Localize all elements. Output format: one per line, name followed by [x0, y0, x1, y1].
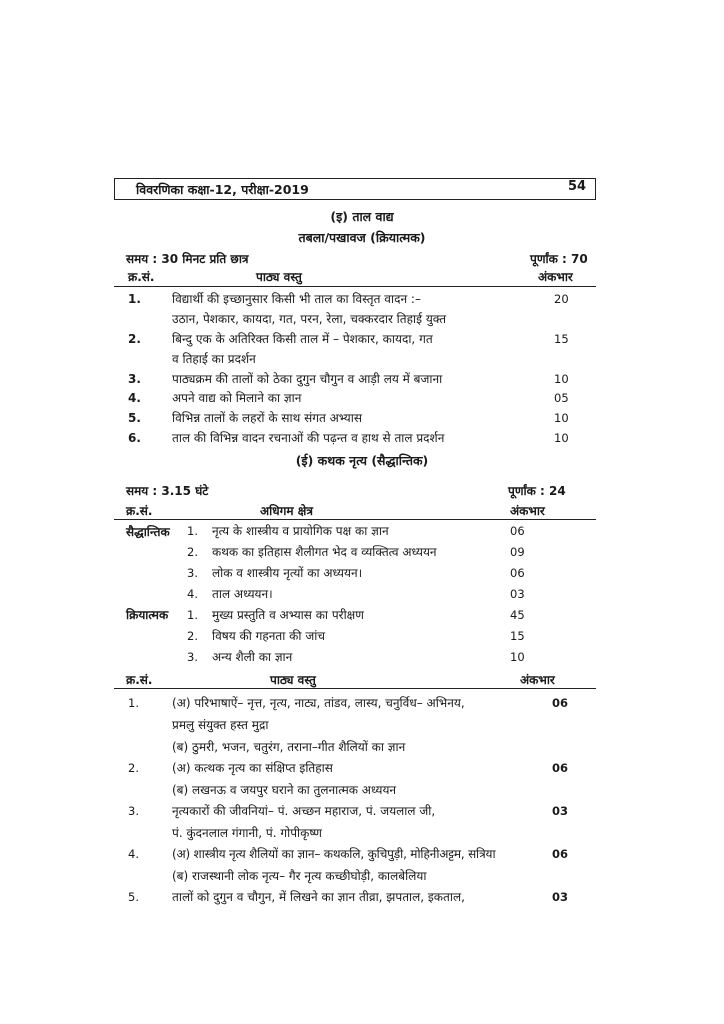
group-item-number: 2. [187, 545, 198, 559]
content-row-text: (अ) कत्थक नृत्य का संक्षिप्त इतिहास [172, 761, 333, 775]
content-col-marks: अंकभार [520, 673, 555, 687]
group-item-text: नृत्य के शास्त्रीय व प्रायोगिक पक्ष का ज्ञान [212, 524, 389, 538]
section-a-row-text: बिन्दु एक के अतिरिक्त किसी ताल में – पेशकार, कायदा, गत [172, 332, 433, 346]
section-a-row-text: अपने वाद्य को मिलाने का ज्ञान [172, 391, 302, 405]
content-row-text: तालों को दुगुन व चौगुन, में लिखने का ज्ञान तीव्रा, झपताल, इकताल, [172, 890, 465, 904]
section-a-row-marks: 10 [554, 431, 569, 445]
section-a-heading: (इ) ताल वाद्य [330, 209, 394, 224]
section-a-col-content: पाठ्य वस्तु [256, 270, 302, 284]
section-a-row-sn: 3. [128, 372, 141, 386]
content-row-marks: 06 [552, 696, 569, 710]
content-row-text: (अ) शास्त्रीय नृत्य शैलियों का ज्ञान– कथकलि, कुचिपुड़ी, मोहिनीअट्टम, सत्रिया [172, 847, 496, 861]
group-item-marks: 06 [510, 566, 525, 580]
group-item-number: 2. [187, 629, 198, 643]
section-b-header-rule [114, 519, 596, 520]
section-a-col-sn: क्र.सं. [128, 270, 155, 284]
content-row-sn: 5. [128, 890, 139, 904]
content-row-text: प्रमलु संयुक्त हस्त मुद्रा [172, 718, 269, 732]
group-item-marks: 09 [510, 545, 525, 559]
content-row-marks: 03 [552, 890, 569, 904]
section-a-row-marks: 05 [554, 391, 569, 405]
section-a-time: समय : 30 मिनट प्रति छात्र [126, 252, 249, 266]
header-title: विवरणिका कक्षा-12, परीक्षा-2019 [136, 182, 309, 197]
group-item-number: 3. [187, 566, 198, 580]
section-b-heading: (ई) कथक नृत्य (सैद्धान्तिक) [295, 453, 429, 468]
group-item-number: 1. [187, 524, 198, 538]
content-row-text: (अ) परिभाषाऐं– नृत्त, नृत्य, नाट्य, तांडव, लास्य, चनुर्विध– अभिनय, [172, 696, 465, 710]
section-a-row-sn: 4. [128, 391, 141, 405]
group-item-text: मुख्य प्रस्तुति व अभ्यास का परीक्षण [212, 608, 364, 622]
group-item-number: 4. [187, 587, 198, 601]
group-item-text: लोक व शास्त्रीय नृत्यों का अध्ययन। [212, 566, 363, 580]
section-b-col-sn: क्र.सं. [126, 504, 153, 518]
group-item-text: कथक का इतिहास शैलीगत भेद व व्यक्तित्व अध्ययन [212, 545, 437, 559]
content-row-text: (ब) राजस्थानी लोक नृत्य– गैर नृत्य कच्छीघोड़ी, कालबेलिया [172, 869, 427, 883]
section-a-row-marks: 10 [554, 411, 569, 425]
section-b-col-area: अधिगम क्षेत्र [260, 504, 313, 518]
group-item-number: 3. [187, 650, 198, 664]
section-a-row-sn: 2. [128, 332, 141, 346]
content-col-sn: क्र.सं. [126, 673, 153, 687]
section-b-col-marks: अंकभार [510, 504, 545, 518]
section-a-row-marks: 20 [554, 292, 569, 306]
content-row-text: नृत्यकारों की जीवनियां– पं. अच्छन महाराज, पं. जयलाल जी, [172, 804, 436, 818]
group-item-text: अन्य शैली का ज्ञान [212, 650, 293, 664]
section-a-row-text: उठान, पेशकार, कायदा, गत, परन, रेला, चक्करदार तिहाई युक्त [172, 312, 447, 326]
section-a-row-marks: 15 [554, 332, 569, 346]
section-a-row-text: पाठ्यक्रम की तालों को ठेका दुगुन चौगुन व आड़ी लय में बजाना [172, 372, 443, 386]
section-a-subheading: तबला/पखावज (क्रियात्मक) [298, 230, 426, 245]
section-a-row-text: ताल की विभिन्न वादन रचनाओं की पढ़न्त व हाथ से ताल प्रदर्शन [172, 431, 445, 445]
section-a-row-text: विभिन्न तालों के लहरों के साथ संगत अभ्यास [172, 411, 362, 425]
content-row-sn: 4. [128, 847, 139, 861]
content-row-marks: 03 [552, 804, 569, 818]
group-label-theory: सैद्धान्तिक [126, 525, 170, 539]
group-item-marks: 10 [510, 650, 525, 664]
section-a-total: पूर्णांक : 70 [530, 252, 588, 266]
content-row-marks: 06 [552, 847, 569, 861]
section-a-header-rule [114, 286, 596, 287]
content-row-marks: 06 [552, 761, 569, 775]
content-row-sn: 1. [128, 696, 139, 710]
section-a-col-marks: अंकभार [538, 270, 573, 284]
group-item-text: ताल अध्ययन। [212, 587, 273, 601]
section-b-total: पूर्णांक : 24 [508, 484, 566, 498]
section-a-row-marks: 10 [554, 372, 569, 386]
group-item-marks: 45 [510, 608, 525, 622]
section-a-row-sn: 1. [128, 292, 141, 306]
section-b-time: समय : 3.15 घंटे [126, 484, 209, 498]
page-number: 54 [568, 179, 587, 194]
content-row-text: (ब) लखनऊ व जयपुर घराने का तुलनात्मक अध्ययन [172, 783, 397, 797]
content-header-rule [114, 688, 596, 689]
content-col-content: पाठ्य वस्तु [270, 673, 316, 687]
group-item-marks: 03 [510, 587, 525, 601]
section-a-row-text: व तिहाई का प्रदर्शन [172, 352, 256, 366]
group-item-marks: 15 [510, 629, 525, 643]
section-a-row-text: विद्यार्थी की इच्छानुसार किसी भी ताल का विस्तृत वादन :– [172, 292, 421, 306]
group-item-text: विषय की गहनता की जांच [212, 629, 325, 643]
group-item-number: 1. [187, 608, 198, 622]
group-item-marks: 06 [510, 524, 525, 538]
section-a-row-sn: 5. [128, 411, 141, 425]
content-row-sn: 3. [128, 804, 139, 818]
group-label-practical: क्रियात्मक [126, 608, 169, 622]
content-row-text: पं. कुंदनलाल गंगानी, पं. गोपीकृष्ण [172, 826, 322, 840]
content-row-sn: 2. [128, 761, 139, 775]
section-a-row-sn: 6. [128, 431, 141, 445]
content-row-text: (ब) ठुमरी, भजन, चतुरंग, तराना–गीत शैलियों का ज्ञान [172, 740, 406, 754]
